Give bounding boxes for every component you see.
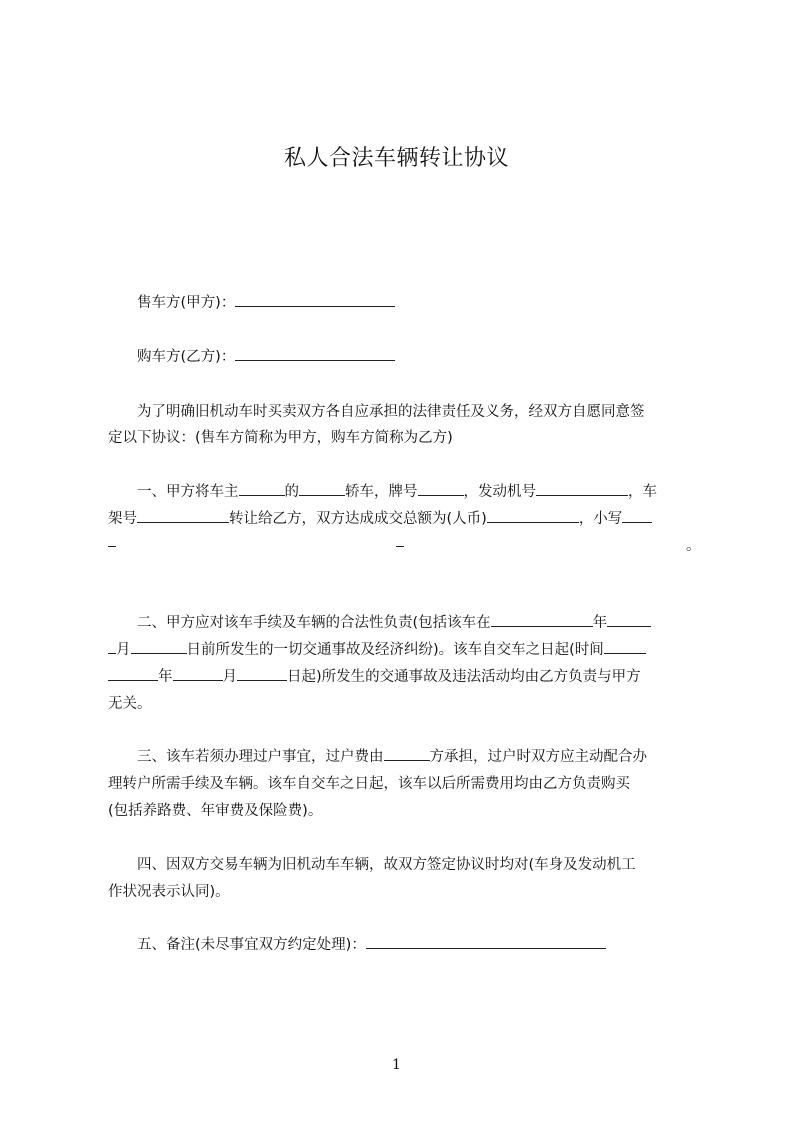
clause3-line-1 [137,745,700,766]
clause1-text: 的 [284,484,299,500]
buyer-line [137,345,729,366]
page-title: 私人合法车辆转让协议 [283,146,509,171]
clause3-text: 方承担，过户时双方应主动配合办 [429,749,647,765]
clause2-text: 日前所发生的一切交通事故及经济纠纷)。该车自交车之日起(时间 [186,642,604,658]
clause2-text: 年 [158,669,173,685]
buyer-label: 购车方(乙方)： [137,349,236,365]
clause1-text: ，车 [628,484,657,500]
clause1-text: 一、甲方将车主 [137,484,239,500]
date-month-blank-cont [108,641,116,654]
clause2-line-1 [137,611,700,632]
intro-line-1: 为了明确旧机动车时买卖双方各自应承担的法律责任及义务，经双方自愿同意签 [137,404,645,420]
owner-blank [239,483,285,496]
amount-blank [487,510,579,523]
amount-small-blank-cont [396,534,404,547]
seller-label: 售车方(甲方)： [137,295,236,311]
buyer-blank [235,348,395,361]
clause2-line-2 [108,638,700,659]
brand-blank [299,483,345,496]
time-day-blank [237,668,287,681]
engine-blank [536,483,628,496]
clause2-line-3 [108,665,700,686]
clause3-text: 三、该车若须办理过户事宜，过户费由 [137,749,384,765]
time-year-blank [108,668,158,681]
date-month-blank [607,614,651,627]
clause5-line [137,933,700,954]
clause3-line-3: (包括养路费、年审费及保险费)。 [108,803,323,819]
remarks-blank [366,936,606,949]
clause2-text: 年 [592,615,608,631]
clause1-text: ，小写 [578,511,623,527]
date-day-blank [131,641,187,654]
clause1-end: 。 [686,538,701,554]
clause1-line-1 [137,480,700,501]
transfer-fee-blank [384,748,430,761]
clause3-line-2: 理转户所需手续及车辆。该车自交车之日起，该车以后所需费用均由乙方负责购买 [108,776,630,792]
seller-blank [235,294,395,307]
intro-line-2: 定以下协议：(售车方简称为甲方，购车方简称为乙方) [108,430,453,446]
clause1-text: 转让给乙方，双方达成成交总额为(人币) [229,511,487,527]
clause2-text: 日起)所发生的交通事故及违法活动均由乙方负责与甲方 [287,669,641,685]
clause1-text: 架号 [108,511,137,527]
time-blank [604,641,646,654]
page-number: 1 [392,1057,401,1073]
clause4-line-2: 作状况表示认同)。 [108,884,230,900]
amount-small-blank [622,510,652,523]
clause2-text: 二、甲方应对该车手续及车辆的合法性负责(包括该车在 [137,615,491,631]
date-year-blank [491,614,593,627]
clause4-line-1: 四、因双方交易车辆为旧机动车车辆，故双方签定协议时均对(车身及发动机工 [137,857,636,873]
clause2-text: 月 [116,642,131,658]
clause1-text: ，发动机号 [463,484,536,500]
clause2-text: 月 [222,669,237,685]
clause1-line-2 [108,507,700,528]
seller-line [137,291,729,312]
remarks-label: 五、备注(未尽事宜双方约定处理)： [137,937,366,953]
plate-blank [418,483,464,496]
clause2-line-4: 无关。 [108,696,152,712]
time-month-blank [173,668,223,681]
clause1-text: 轿车，牌号 [345,484,418,500]
frame-blank [137,510,229,523]
amount-small-blank-cont [108,534,116,547]
